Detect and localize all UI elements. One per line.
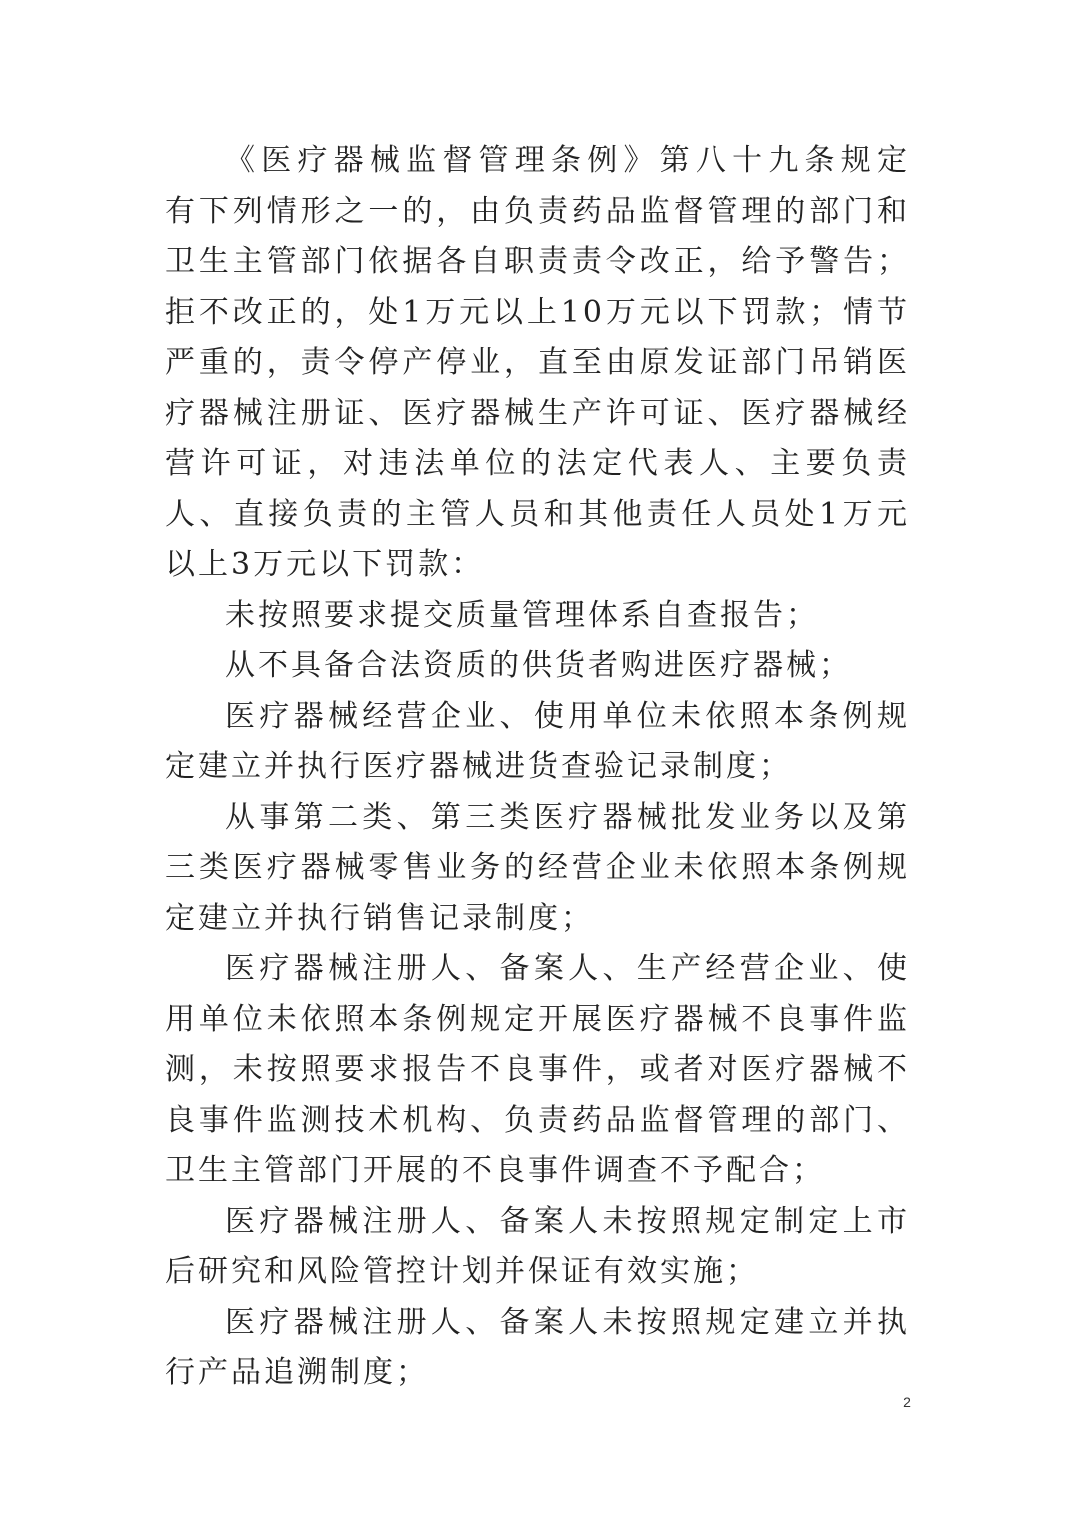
- paragraph-item: 未按照要求提交质量管理体系自查报告；: [225, 597, 819, 633]
- paragraph-item: 医疗器械经营企业、使用单位未依照本条例规定建立并执行医疗器械进货查验记录制度；: [165, 698, 910, 784]
- paragraph-item: 医疗器械注册人、备案人未按照规定建立并执行产品追溯制度；: [165, 1304, 910, 1390]
- paragraph-item: 医疗器械注册人、备案人未按照规定制定上市后研究和风险管控计划并保证有效实施；: [165, 1203, 910, 1289]
- page-number: 2: [903, 1394, 911, 1410]
- paragraph-item: 医疗器械注册人、备案人、生产经营企业、使用单位未依照本条例规定开展医疗器械不良事件监测，未按照要求报告不良事件，或者对医疗器械不良事件监测技术机构、负责药品监督管理的部门、卫生主管部门开展的不良事件调查不予配合；: [165, 951, 910, 1188]
- paragraph-item: 从事第二类、第三类医疗器械批发业务以及第三类医疗器械零售业务的经营企业未依照本条例规定建立并执行销售记录制度；: [165, 799, 910, 936]
- document-body: [165, 136, 943, 1399]
- paragraph-article-89-intro: 《医疗器械监督管理条例》第八十九条规定 有下列情形之一的，由负责药品监督管理的部门和卫生主管部门依据各自职责责令改正，给予警告；拒不改正的，处1万元以上10万元以下罚款；情节严重的，责令停产停业，直至由原发证部门吊销医疗器械注册证、医疗器械生产许可证、医疗器械经营许可证，对违法单位的法定代表人、主要负责人、直接负责的主管人员和其他责任人员处1万元以上3万元以下罚款：: [165, 143, 943, 582]
- paragraph-item: 从不具备合法资质的供货者购进医疗器械；: [225, 648, 852, 683]
